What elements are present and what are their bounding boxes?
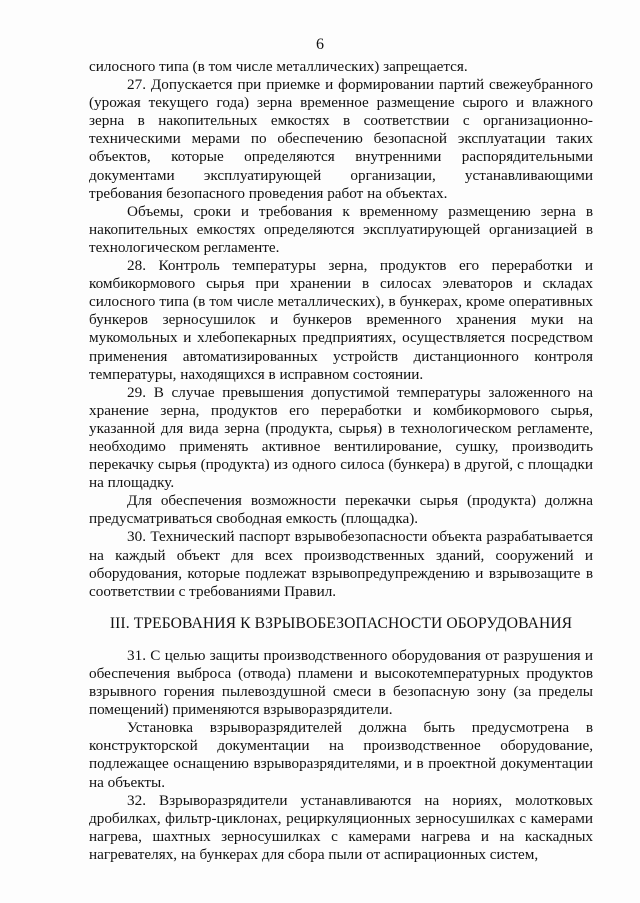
paragraph-27-volumes: Объемы, сроки и требования к временному размещению зерна в накопительных емкостях определяются эксплуатирующей организацией в технологическом регламенте. (89, 202, 593, 256)
paragraph-27: 27. Допускается при приемке и формировании партий свежеубранного (урожая текущего года) зерна временное размещение сырого и влажного зерна в накопительных емкостях в соответствии с организационно-техническими мерами по обеспечению безопасной эксплуатации таких объектов, которые определяются внутренними распорядительными документами эксплуатирующей организации, устанавливающими требования безопасного проведения работ на объектах. (89, 76, 593, 202)
paragraph-31: 31. С целью защиты производственного оборудования от разрушения и обеспечения выброса (отвода) пламени и высокотемпературных продуктов взрывного горения пылевоздушной смеси в безопасную зону (за пределы помещений) применяются взрыворазрядители. (89, 646, 593, 719)
paragraph-29: 29. В случае превышения допустимой температуры заложенного на хранение зерна, продуктов его переработки и комбикормового сырья, указанной для вида зерна (продукта, сырья) в технологическом регламенте, необходимо применять активное вентилирование, сушку, производить перекачку сырья (продукта) из одного силоса (бункера) в другой, с площадки на площадку. (89, 383, 593, 492)
paragraph-28: 28. Контроль температуры зерна, продуктов его переработки и комбикормового сырья при хранении в силосах элеваторов и складах силосного типа (в том числе металлических), в бункерах, кроме оперативных бункеров зерносушилок и бункеров временного хранения муки на мукомольных и хлебопекарных предприятиях, осуществляется посредством применения автоматизированных устройств дистанционного контроля температуры, находящихся в исправном состоянии. (89, 257, 593, 383)
section-heading: III. ТРЕБОВАНИЯ К ВЗРЫВОБЕЗОПАСНОСТИ ОБОРУДОВАНИЯ (109, 614, 573, 632)
paragraph-31-installation: Установка взрыворазрядителей должна быть предусмотрена в конструкторской документации на производственное оборудование, подлежащее оснащению взрыворазрядителями, и в проектной документации на объекты. (89, 719, 593, 791)
paragraph-30: 30. Технический паспорт взрывобезопасности объекта разрабатывается на каждый объект для всех производственных зданий, сооружений и оборудования, которые подлежат взрывопредупреждению и взрывозащите в соответствии с требованиями Правил. (89, 528, 593, 600)
page-number: 6 (316, 36, 324, 53)
paragraph-32: 32. Взрыворазрядители устанавливаются на нориях, молотковых дробилках, фильтр-циклонах, рециркуляционных зерносушилках с камерами нагрева, шахтных зерносушилках с камерами нагрева и на каскадных нагревателях, на бункерах для сбора пыли от аспирационных систем, (89, 791, 593, 863)
document-body (89, 58, 593, 864)
paragraph-continuation: силосного типа (в том числе металлических) запрещается. (89, 58, 468, 75)
paragraph-29-capacity: Для обеспечения возможности перекачки сырья (продукта) должна предусматриваться свободная емкость (площадка). (89, 492, 593, 528)
